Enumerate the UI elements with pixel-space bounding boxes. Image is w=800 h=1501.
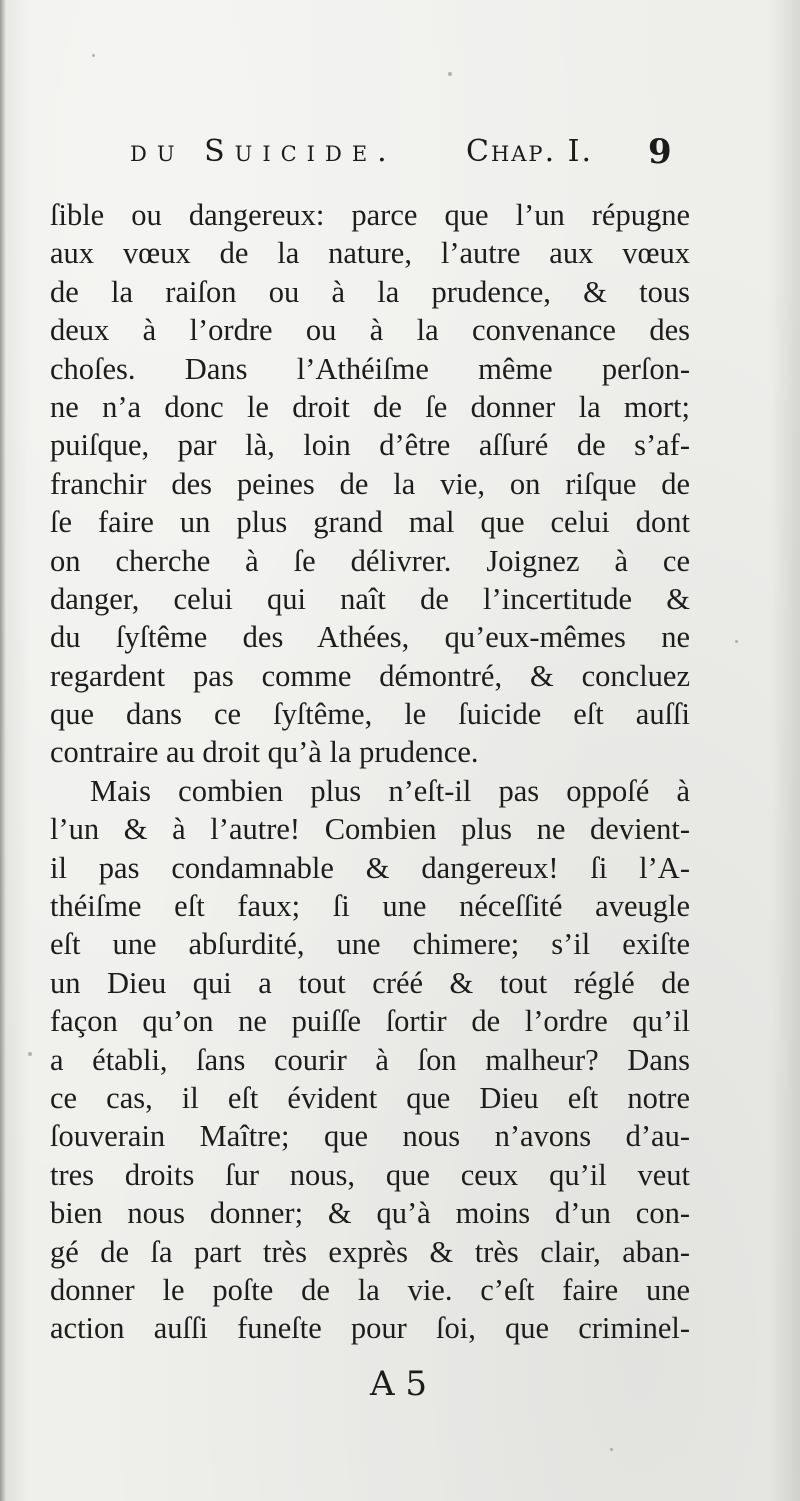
paper-speck [28, 1052, 32, 1056]
paper-speck [92, 54, 95, 57]
signature-mark: A 5 [370, 1364, 427, 1404]
text-line: franchir des peines de la vie, on riſque de [50, 466, 690, 501]
text-line: deux à l’ordre ou à la convenance des [50, 313, 690, 348]
text-line: gé de ſa part très exprès & très clair, aban- [50, 1234, 690, 1269]
running-head-title: du Suicide. [130, 134, 397, 169]
text-line: bien nous donner; & qu’à moins d’un con- [50, 1196, 690, 1231]
text-line: on cherche à ſe délivrer. Joignez à ce [50, 543, 690, 578]
text-line: regardent pas comme démontré, & concluez [50, 658, 690, 693]
text-line: contraire au droit qu’à la prudence. [50, 735, 479, 770]
text-line: ne n’a donc le droit de ſe donner la mort; [50, 389, 690, 424]
text-line: donner le poſte de la vie. c’eſt faire une [50, 1272, 690, 1307]
text-line: choſes. Dans l’Athéiſme même perſon- [50, 351, 690, 386]
text-line: de la raiſon ou à la prudence, & tous [50, 274, 690, 309]
text-line: danger, celui qui naît de l’incertitude & [50, 581, 690, 616]
text-line: façon qu’on ne puiſſe ſortir de l’ordre qu’il [50, 1004, 690, 1039]
text-line: que dans ce ſyſtême, le ſuicide eſt auſſi [50, 697, 690, 732]
text-line: théiſme eſt faux; ſi une néceſſité aveugle [50, 889, 690, 924]
text-line: a établi, ſans courir à ſon malheur? Dans [50, 1042, 690, 1077]
text-line: puiſque, par là, loin d’être aſſuré de s’af- [50, 428, 690, 463]
page-number: 9 [648, 132, 672, 172]
text-line: du ſyſtême des Athées, qu’eux-mêmes ne [50, 620, 690, 655]
text-line: ce cas, il eſt évident que Dieu eſt notre [50, 1080, 690, 1115]
paper-speck [610, 1448, 613, 1451]
text-line: l’un & à l’autre! Combien plus ne devient- [50, 812, 690, 847]
page-edge-shadow [0, 0, 6, 1501]
text-line: ſouverain Maître; que nous n’avons d’au- [50, 1119, 690, 1154]
paper-speck [735, 640, 738, 643]
body-text [50, 196, 690, 1348]
text-line: ſible ou dangereux: parce que l’un répugne [50, 198, 690, 232]
text-line: aux vœux de la nature, l’autre aux vœux [50, 236, 690, 271]
text-line: tres droits ſur nous, que ceux qu’il veut [50, 1157, 690, 1192]
text-line: il pas condamnable & dangereux! ſi l’A- [50, 850, 690, 885]
text-line: ſe faire un plus grand mal que celui dont [50, 505, 690, 540]
text-line: action auſſi funeſte pour ſoi, que criminel- [50, 1311, 690, 1346]
text-line: Mais combien plus n’eſt-il pas oppoſé à [90, 773, 690, 808]
paper-speck [448, 72, 452, 76]
text-line: eſt une abſurdité, une chimere; s’il exiſte [50, 927, 690, 962]
running-head-chapter: Chap. I. [466, 134, 594, 169]
running-head [130, 130, 690, 180]
text-line: un Dieu qui a tout créé & tout réglé de [50, 965, 690, 1000]
